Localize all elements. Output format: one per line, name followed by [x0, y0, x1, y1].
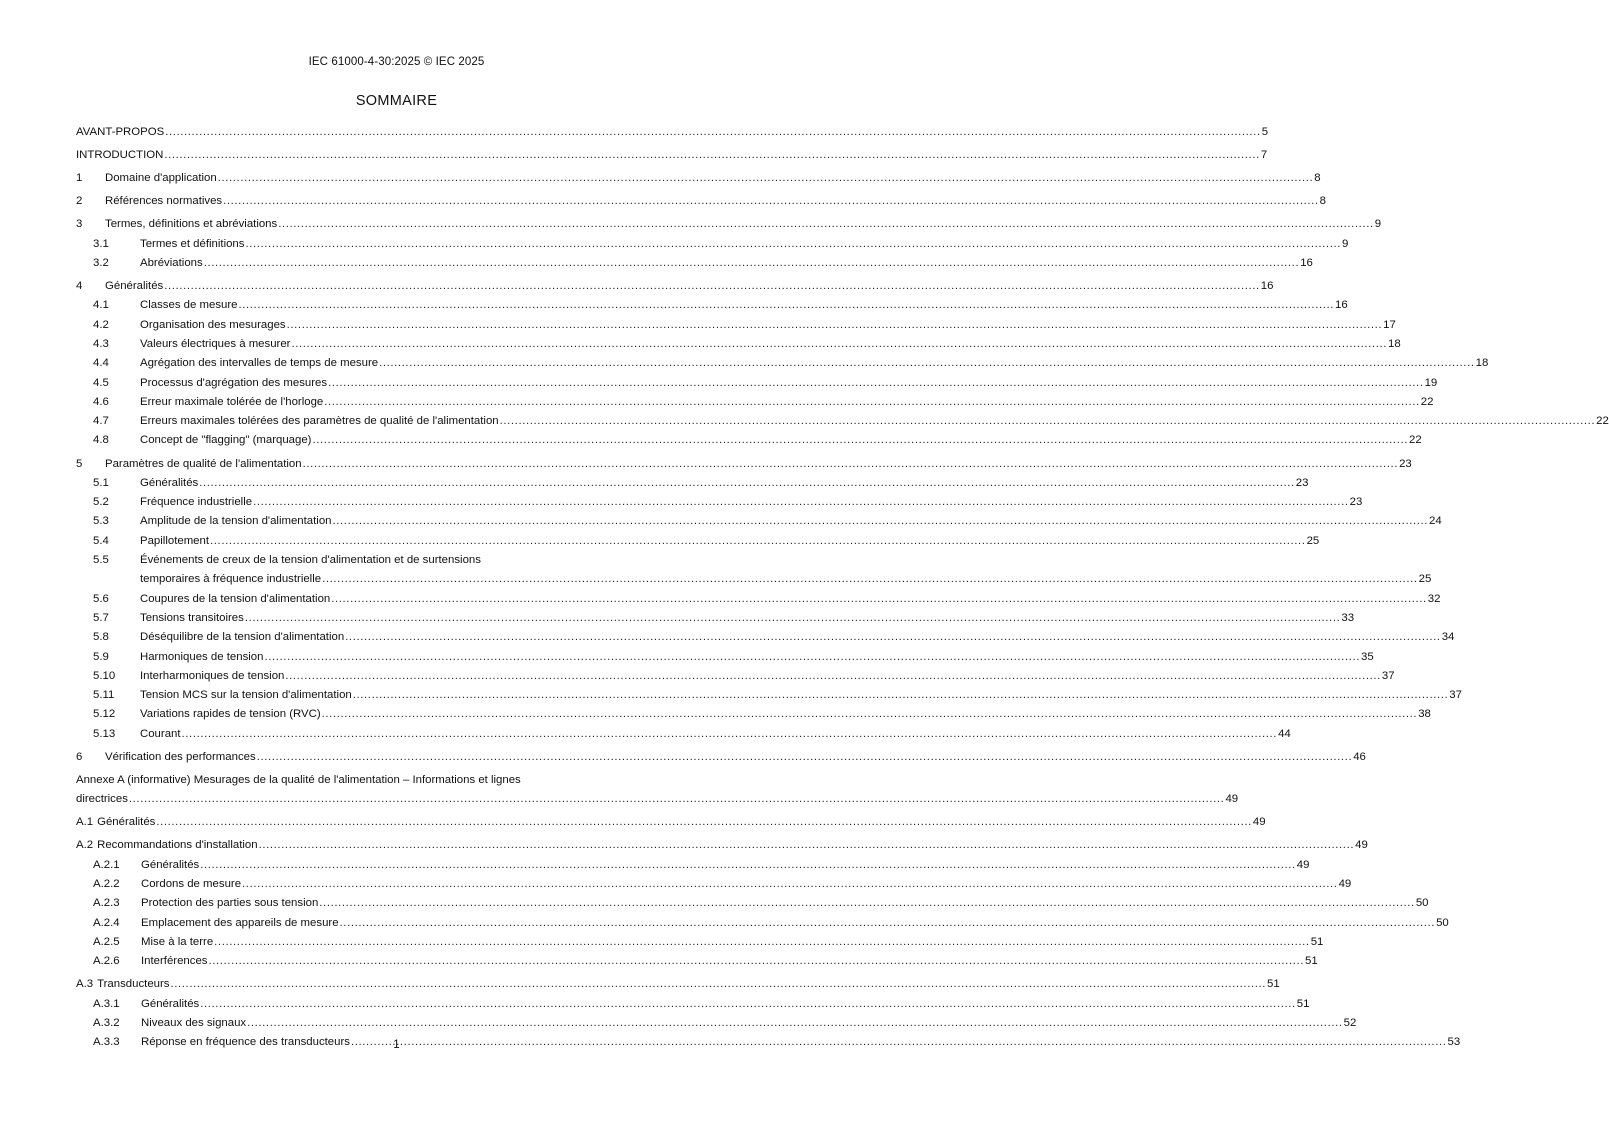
page-number: 1	[393, 1039, 400, 1051]
toc-entry-title: directrices	[76, 793, 128, 806]
toc-dot-leader	[286, 316, 1384, 335]
toc-entry-title-line1: Événements de creux de la tension d'alimentation et de surtensions	[140, 554, 481, 567]
toc-entry-number: 5.10	[93, 669, 116, 682]
toc-entry-title: Emplacement des appareils de mesure	[141, 916, 339, 929]
toc-entry-title: Références normatives	[105, 195, 223, 208]
toc-entry-page: 24	[1429, 515, 1442, 528]
toc-entry-page: 51	[1267, 978, 1280, 991]
toc-entry-number: 3.2	[93, 256, 109, 269]
toc-entry-page: 52	[1343, 1016, 1357, 1029]
toc-dot-leader	[378, 354, 1476, 373]
toc-dot-leader	[344, 628, 1442, 647]
toc-entry-number: A.2.6	[93, 955, 120, 968]
toc-entry[interactable]	[76, 335, 1401, 354]
toc-entry-title: Agrégation des intervalles de temps de mesure	[140, 357, 379, 370]
toc-entry[interactable]	[76, 771, 1239, 810]
toc-entry-number: 4.1	[93, 299, 109, 312]
toc-entry-page: 16	[1300, 256, 1313, 269]
toc-entry-page: 53	[1447, 1036, 1461, 1049]
toc-entry-title: Vérification des performances	[105, 750, 256, 763]
toc-entry[interactable]	[76, 393, 1434, 412]
toc-entry-page: 37	[1449, 689, 1462, 702]
toc-dot-leader	[181, 725, 1279, 744]
toc-entry-title: Amplitude de la tension d'alimentation	[140, 515, 332, 528]
toc-entry-number: 5.12	[93, 708, 116, 721]
toc-entry-page: 51	[1296, 997, 1310, 1010]
toc-entry-title: Concept de "flagging" (marquage)	[140, 434, 312, 447]
toc-dot-leader	[163, 146, 1261, 165]
toc-entry-page: 16	[1260, 280, 1274, 293]
toc-entry-title: Niveaux des signaux	[141, 1016, 247, 1029]
toc-entry[interactable]	[76, 215, 1382, 234]
toc-entry-title: Classes de mesure	[140, 299, 238, 312]
toc-dot-leader	[323, 393, 1421, 412]
toc-entry-number: A.2	[76, 839, 94, 852]
toc-entry[interactable]	[76, 748, 1366, 767]
toc-entry-title: Courant	[140, 727, 181, 740]
toc-dot-leader	[198, 474, 1296, 493]
toc-entry-number: 5.3	[93, 515, 109, 528]
toc-entry-number: 3	[76, 218, 83, 231]
toc-entry-title: Interharmoniques de tension	[140, 669, 285, 682]
toc-entry-number: 2	[76, 195, 83, 208]
toc-entry[interactable]	[76, 952, 1318, 971]
toc-entry-title: Erreur maximale tolérée de l'horloge	[140, 395, 324, 408]
toc-entry-page: 50	[1436, 916, 1449, 929]
toc-entry-page: 8	[1319, 195, 1326, 208]
toc-entry-page: 35	[1361, 650, 1374, 663]
toc-entry-title: Harmoniques de tension	[140, 650, 264, 663]
toc-entry-page: 44	[1278, 727, 1291, 740]
toc-entry-number: A.2.3	[93, 897, 120, 910]
toc-dot-leader	[290, 335, 1388, 354]
toc-entry-number: 5.5	[93, 554, 109, 567]
toc-entry-title: temporaires à fréquence industrielle	[140, 573, 322, 586]
toc-entry[interactable]	[76, 316, 1396, 335]
toc-entry[interactable]	[76, 686, 1462, 705]
toc-entry[interactable]	[76, 725, 1291, 744]
toc-entry-title: Protection des parties sous tension	[141, 897, 319, 910]
toc-entry-title: Mise à la terre	[141, 935, 214, 948]
toc-entry-title: Généralités	[105, 280, 164, 293]
toc-entry-title: AVANT-PROPOS	[76, 126, 165, 138]
toc-entry-page: 22	[1596, 415, 1609, 428]
toc-entry-title: Généralités	[97, 816, 156, 829]
toc-entry[interactable]	[76, 628, 1455, 647]
toc-entry[interactable]	[76, 532, 1320, 551]
toc-entry-number: 1	[76, 172, 83, 185]
toc-dot-leader	[170, 975, 1268, 994]
toc-entry-page: 9	[1374, 218, 1382, 231]
toc-entry-title: Variations rapides de tension (RVC)	[140, 708, 321, 721]
toc-entry[interactable]	[76, 995, 1310, 1014]
toc-dot-leader	[252, 493, 1350, 512]
toc-entry-title: Tension MCS sur la tension d'alimentation	[140, 689, 352, 702]
toc-entry-page: 25	[1306, 534, 1320, 547]
toc-entry-title: Transducteurs	[97, 978, 170, 991]
toc-entry[interactable]	[76, 296, 1348, 315]
toc-entry-page: 50	[1415, 897, 1429, 910]
toc-entry[interactable]	[76, 551, 1432, 590]
toc-dot-leader	[302, 455, 1400, 474]
toc-entry-number: 4.8	[93, 434, 109, 447]
toc-entry[interactable]	[76, 254, 1313, 273]
toc-entry-number: A.1	[76, 816, 94, 829]
toc-entry-number: 4.5	[93, 376, 109, 389]
toc-entry[interactable]	[76, 493, 1363, 512]
toc-entry-title-line1: Annexe A (informative) Mesurages de la qualité de l'alimentation – Informations et lignes	[76, 773, 521, 786]
toc-entry-page: 9	[1342, 237, 1349, 250]
toc-entry-page: 22	[1420, 395, 1434, 408]
toc-entry-number: A.3	[76, 978, 94, 991]
toc-dot-leader	[332, 512, 1430, 531]
toc-entry-title: Déséquilibre de la tension d'alimentation	[140, 631, 345, 644]
toc-entry[interactable]	[76, 374, 1438, 393]
toc-dot-leader	[246, 1014, 1344, 1033]
toc-entry-number: 4.3	[93, 337, 109, 350]
toc-entry-page: 38	[1418, 708, 1431, 721]
toc-entry-page: 5	[1261, 126, 1269, 138]
toc-entry-number: A.2.4	[93, 916, 120, 929]
toc-entry[interactable]	[76, 590, 1441, 609]
toc-entry[interactable]	[76, 836, 1368, 855]
toc-entry-number: A.2.5	[93, 935, 120, 948]
toc-entry-page: 34	[1441, 631, 1455, 644]
toc-entry-number: 5.1	[93, 476, 109, 489]
toc-dot-leader	[213, 933, 1311, 952]
toc-dot-leader	[277, 215, 1375, 234]
toc-entry-title: Tensions transitoires	[140, 611, 244, 624]
toc-entry-title: Généralités	[140, 476, 199, 489]
toc-entry-page: 23	[1399, 457, 1412, 470]
toc-entry-page: 18	[1475, 357, 1489, 370]
toc-entry-title: Coupures de la tension d'alimentation	[140, 592, 331, 605]
toc-entry-page: 25	[1418, 573, 1432, 586]
toc-entry-page: 23	[1295, 476, 1309, 489]
toc-dot-leader	[199, 995, 1297, 1014]
toc-entry-number: 4.7	[93, 415, 109, 428]
toc-entry[interactable]	[76, 705, 1431, 724]
toc-entry[interactable]	[76, 235, 1349, 254]
toc-entry-number: 5.11	[93, 689, 115, 702]
toc-entry-number: A.3.1	[93, 997, 120, 1010]
toc-entry-number: A.3.2	[93, 1016, 120, 1029]
toc-dot-leader	[199, 856, 1297, 875]
toc-entry-number: 5.13	[93, 727, 116, 740]
toc-entry-title: Termes et définitions	[140, 237, 245, 250]
toc-entry-page: 49	[1355, 839, 1368, 852]
toc-entry-title: Recommandations d'installation	[97, 839, 258, 852]
toc-entry-page: 37	[1381, 669, 1395, 682]
toc-entry-page: 19	[1424, 376, 1438, 389]
toc-entry[interactable]	[76, 146, 1268, 165]
toc-dot-leader	[258, 836, 1356, 855]
toc-entry-title: Papillotement	[140, 534, 210, 547]
toc-dot-leader	[222, 192, 1320, 211]
toc-entry-page: 16	[1335, 299, 1348, 312]
toc-entry-number: 5.2	[93, 496, 109, 509]
toc-entry[interactable]	[76, 609, 1355, 628]
toc-entry-page: 49	[1296, 858, 1310, 871]
toc-dot-leader	[339, 914, 1437, 933]
toc-entry-title: Généralités	[141, 858, 200, 871]
toc-entry[interactable]	[76, 975, 1280, 994]
toc-entry[interactable]	[76, 123, 1269, 142]
toc-entry-title: Réponse en fréquence des transducteurs	[141, 1036, 350, 1049]
toc-entry[interactable]	[76, 1014, 1357, 1033]
toc-entry[interactable]	[76, 431, 1422, 450]
toc-entry-page: 8	[1314, 172, 1321, 185]
toc-entry-title: Généralités	[141, 997, 200, 1010]
toc-entry-title: Cordons de mesure	[141, 877, 242, 890]
toc-entry-title: Processus d'agrégation des mesures	[140, 376, 328, 389]
toc-entry-title: Interférences	[141, 955, 208, 968]
toc-entry-number: 5.8	[93, 631, 109, 644]
toc-entry-page: 18	[1388, 337, 1401, 350]
toc-entry-page: 32	[1427, 592, 1441, 605]
toc-dot-leader	[321, 705, 1419, 724]
toc-dot-leader	[318, 894, 1416, 913]
toc-entry-title: Paramètres de qualité de l'alimentation	[105, 457, 302, 470]
toc-dot-leader	[256, 748, 1354, 767]
toc-entry-number: 4.4	[93, 357, 109, 370]
toc-entry[interactable]	[76, 412, 1609, 431]
toc-entry[interactable]	[76, 648, 1374, 667]
toc-dot-leader	[284, 667, 1382, 686]
toc-entry-page: 51	[1305, 955, 1318, 968]
toc-entry-title: Termes, définitions et abréviations	[105, 218, 278, 231]
toc-dot-leader	[244, 235, 1342, 254]
toc-entry-number: 6	[76, 750, 83, 763]
toc-entry[interactable]	[76, 169, 1321, 188]
toc-entry-number: 5.6	[93, 592, 109, 605]
toc-entry-number: A.3.3	[93, 1036, 120, 1049]
toc-entry-number: 3.1	[93, 237, 109, 250]
toc-entry-title: INTRODUCTION	[76, 149, 164, 162]
toc-entry-page: 46	[1353, 750, 1366, 763]
toc-dot-leader	[217, 169, 1315, 188]
toc-dot-leader	[263, 648, 1361, 667]
toc-entry[interactable]	[76, 667, 1395, 686]
toc-dot-leader	[203, 254, 1301, 273]
toc-entry[interactable]	[76, 875, 1352, 894]
toc-entry-title: Valeurs électriques à mesurer	[140, 337, 291, 350]
toc-dot-leader	[327, 374, 1425, 393]
toc-dot-leader	[155, 813, 1253, 832]
toc-dot-leader	[128, 790, 1226, 809]
toc-entry-page: 23	[1349, 496, 1363, 509]
toc-entry-page: 17	[1383, 318, 1396, 331]
toc-entry[interactable]	[76, 894, 1429, 913]
toc-entry-page: 51	[1310, 935, 1324, 948]
toc-entry-title: Erreurs maximales tolérées des paramètres de qualité de l'alimentation	[140, 415, 499, 428]
toc-entry-number: 4	[76, 280, 83, 293]
toc-entry[interactable]	[76, 914, 1449, 933]
toc-entry[interactable]	[76, 813, 1266, 832]
toc-entry-page: 49	[1338, 877, 1352, 890]
toc-entry[interactable]	[76, 192, 1326, 211]
toc-entry-number: A.2.1	[93, 858, 120, 871]
page-title: SOMMAIRE	[355, 93, 438, 109]
toc-entry-page: 49	[1252, 816, 1266, 829]
toc-dot-leader	[209, 532, 1307, 551]
toc-entry[interactable]	[76, 512, 1442, 531]
toc-entry-number: 5.9	[93, 650, 109, 663]
toc-dot-leader	[352, 686, 1450, 705]
toc-entry-number: 5	[76, 457, 83, 470]
toc-dot-leader	[164, 123, 1262, 142]
toc-entry-title: Organisation des mesurages	[140, 318, 286, 331]
toc-entry-page: 49	[1225, 793, 1239, 806]
toc-dot-leader	[311, 431, 1409, 450]
toc-entry-number: 4.2	[93, 318, 109, 331]
toc-entry[interactable]	[76, 933, 1324, 952]
toc-entry-number: A.2.2	[93, 877, 120, 890]
toc-dot-leader	[163, 277, 1261, 296]
toc-entry-title: Domaine d'application	[105, 172, 217, 185]
toc-entry-number: 5.7	[93, 611, 109, 624]
toc-dot-leader	[207, 952, 1305, 971]
toc-dot-leader	[238, 296, 1336, 315]
toc-entry-title: Fréquence industrielle	[140, 496, 253, 509]
toc-entry[interactable]	[76, 856, 1310, 875]
toc-entry-page: 22	[1409, 434, 1422, 447]
toc-entry-page: 7	[1260, 149, 1268, 162]
document-header: IEC 61000-4-30:2025 © IEC 2025	[308, 56, 485, 68]
toc-dot-leader	[244, 609, 1342, 628]
toc-entry-title: Abréviations	[140, 256, 203, 269]
toc-entry[interactable]	[76, 455, 1412, 474]
toc-entry-number: 4.6	[93, 395, 109, 408]
toc-dot-leader	[330, 590, 1428, 609]
toc-dot-leader	[321, 570, 1419, 589]
toc-dot-leader	[241, 875, 1339, 894]
toc-entry[interactable]	[76, 474, 1309, 493]
table-of-contents	[76, 123, 1609, 1052]
toc-dot-leader	[499, 412, 1597, 431]
toc-entry-page: 33	[1341, 611, 1355, 624]
toc-entry[interactable]	[76, 277, 1274, 296]
toc-entry-number: 5.4	[93, 534, 109, 547]
toc-entry[interactable]	[76, 354, 1489, 373]
